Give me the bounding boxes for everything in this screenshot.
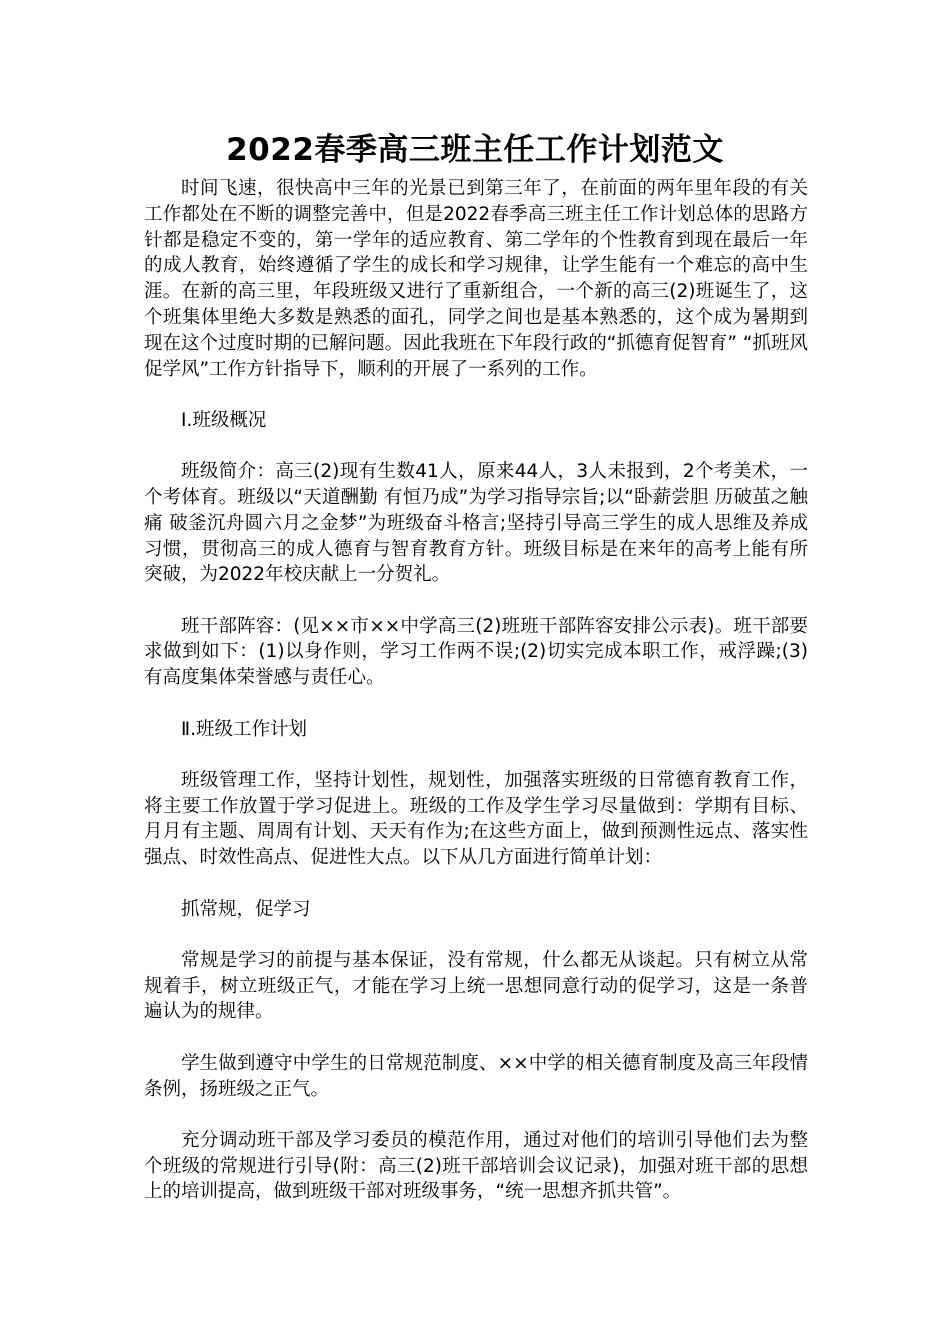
intro-paragraph: 时间飞速，很快高中三年的光景已到第三年了，在前面的两年里年段的有关工作都处在不断的调整完善中，但是2022春季高三班主任工作计划总体的思路方针都是稳定不变的，第一学年的适应教育、第二学年的个性教育到现在最后一年的成人教育，始终遵循了学生的成长和学习规律，让学生能有一个难忘的高中生涯。在新的高三里，年段班级又进行了重新组合，一个新的高三(2)班诞生了，这个班集体里绝大多数是熟悉的面孔，同学之间也是基本熟悉的，这个成为暑期到现在这个过度时期的已解问题。因此我班在下年段行政的“抓德育促智育” “抓班风促学风”工作方针指导下，顺利的开展了一系列的工作。: [144, 178, 808, 380]
cadre-role-paragraph: 充分调动班干部及学习委员的模范作用，通过对他们的培训引导他们去为整个班级的常规进行引导(附：高三(2)班干部培训会议记录)，加强对班干部的思想上的培训提高，做到班级干部对班级事务，“统一思想齐抓共管”。: [144, 1129, 808, 1203]
section-heading-work-plan: Ⅱ.班级工作计划: [181, 718, 307, 740]
class-intro-paragraph: 班级简介：高三(2)现有生数41人，原来44人，3人未报到，2个考美术，一个考体育。班级以“天道酬勤 有恒乃成”为学习指导宗旨;以“卧薪尝胆 历破茧之触痛 破釜沉舟圆六月之金梦”为班级奋斗格言;坚持引导高三学生的成人思维及养成习惯，贯彻高三的成人德育与智育教育方针。班级目标是在来年的高考上能有所突破，为2022年校庆献上一分贺礼。: [144, 461, 808, 586]
document-body: [144, 176, 808, 1231]
subheading-routine: 抓常规，促学习: [181, 898, 311, 920]
management-paragraph: 班级管理工作，坚持计划性，规划性，加强落实班级的日常德育教育工作，将主要工作放置于学习促进上。班级的工作及学生学习尽量做到：学期有目标、月月有主题、周周有计划、天天有作为;在这些方面上，做到预测性远点、落实性强点、时效性高点、促进性大点。以下从几方面进行简单计划：: [144, 769, 808, 869]
section-heading-class-overview: Ⅰ.班级概况: [181, 409, 267, 431]
class-cadre-paragraph: 班干部阵容：(见××市××中学高三(2)班班干部阵容安排公示表)。班干部要求做到如下：(1)以身作则，学习工作两不误;(2)切实完成本职工作，戒浮躁;(3)有高度集体荣誉感与责任心。: [144, 615, 808, 689]
document-title: 2022春季高三班主任工作计划范文: [226, 132, 724, 168]
rules-paragraph: 学生做到遵守中学生的日常规范制度、××中学的相关德育制度及高三年段情条例，扬班级之正气。: [144, 1052, 808, 1100]
routine-paragraph: 常规是学习的前提与基本保证，没有常规，什么都无从谈起。只有树立从常规着手，树立班级正气，才能在学习上统一思想同意行动的促学习，这是一条普遍认为的规律。: [144, 949, 808, 1023]
